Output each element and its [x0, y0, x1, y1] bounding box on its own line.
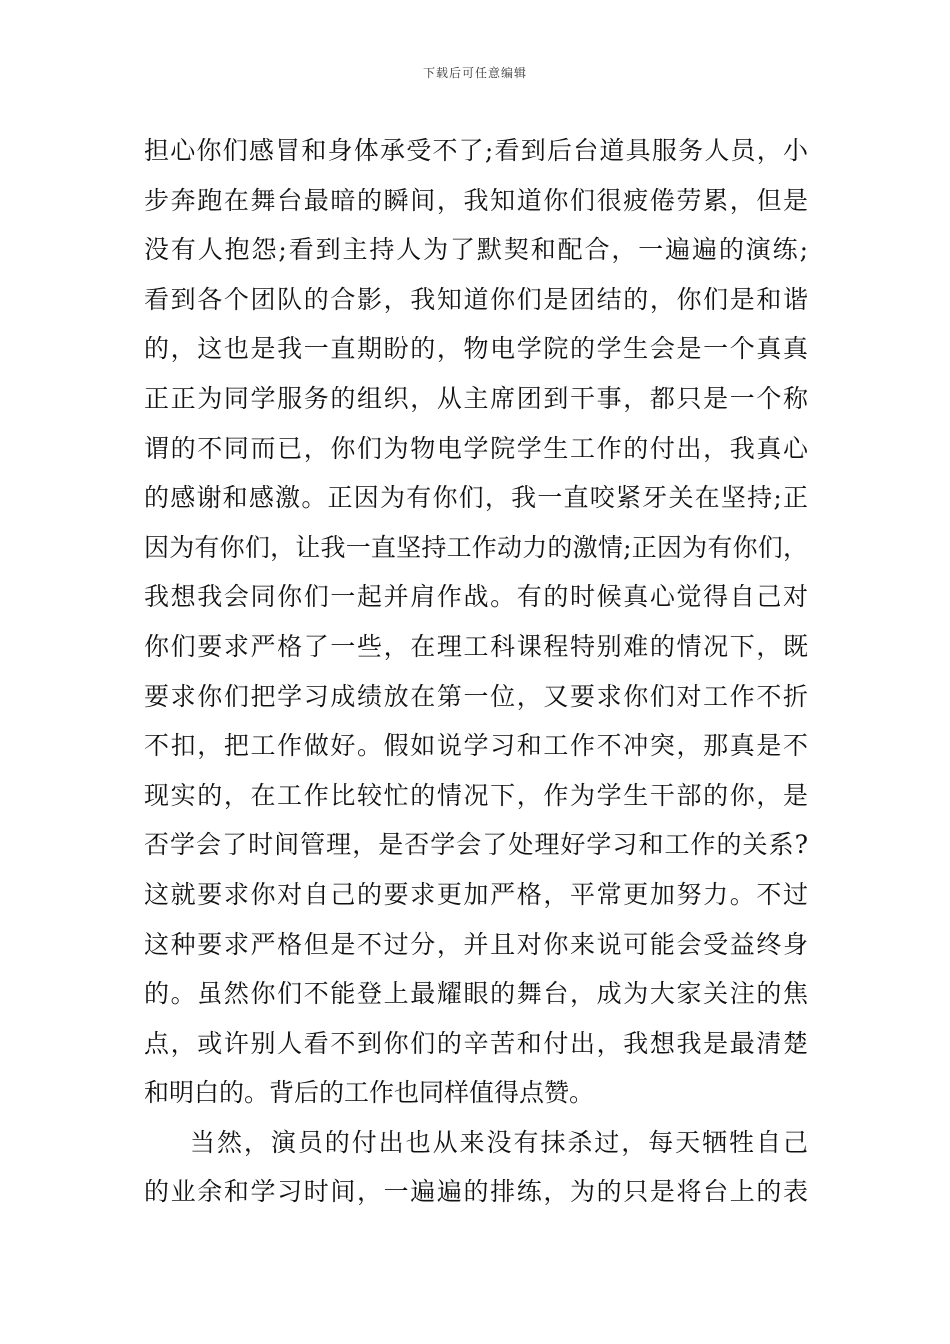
paragraph-1 — [144, 126, 808, 1118]
text-line: 的业余和学习时间，一遍遍的排练，为的只是将台上的表 — [144, 1177, 808, 1207]
text-line: 你们要求严格了一些，在理工科课程特别难的情况下，既 — [144, 631, 808, 661]
text-line: 要求你们把学习成绩放在第一位，又要求你们对工作不折 — [144, 681, 808, 711]
text-line: 步奔跑在舞台最暗的瞬间，我知道你们很疲倦劳累，但是 — [144, 185, 808, 215]
text-line: 因为有你们，让我一直坚持工作动力的激情;正因为有你们， — [144, 532, 808, 562]
text-line: 当然，演员的付出也从来没有抹杀过，每天牺牲自己 — [190, 1127, 808, 1157]
paragraph-2 — [144, 1118, 808, 1217]
text-line: 谓的不同而已，你们为物电学院学生工作的付出，我真心 — [144, 433, 808, 463]
text-line: 正正为同学服务的组织，从主席团到干事，都只是一个称 — [144, 383, 808, 413]
text-line: 和明白的。背后的工作也同样值得点赞。 — [144, 1078, 595, 1108]
text-line: 的。虽然你们不能登上最耀眼的舞台，成为大家关注的焦 — [144, 979, 808, 1009]
text-line: 的感谢和感激。正因为有你们，我一直咬紧牙关在坚持;正 — [144, 483, 808, 513]
text-line: 担心你们感冒和身体承受不了;看到后台道具服务人员，小 — [144, 136, 808, 165]
text-line: 点，或许别人看不到你们的辛苦和付出，我想我是最清楚 — [144, 1028, 808, 1058]
text-line: 我想我会同你们一起并肩作战。有的时候真心觉得自己对 — [144, 582, 808, 612]
text-line: 没有人抱怨;看到主持人为了默契和配合，一遍遍的演练; — [144, 235, 808, 265]
text-line: 这就要求你对自己的要求更加严格，平常更加努力。不过 — [144, 879, 808, 909]
body-text — [144, 126, 808, 1217]
page-header: 下载后可任意编辑 — [422, 66, 527, 80]
text-line: 看到各个团队的合影，我知道你们是团结的，你们是和谐 — [144, 284, 808, 314]
text-line: 否学会了时间管理，是否学会了处理好学习和工作的关系? — [144, 830, 808, 860]
text-line: 的，这也是我一直期盼的，物电学院的学生会是一个真真 — [144, 334, 808, 364]
text-line: 这种要求严格但是不过分，并且对你来说可能会受益终身 — [144, 929, 808, 959]
text-line: 不扣，把工作做好。假如说学习和工作不冲突，那真是不 — [144, 731, 808, 761]
text-line: 现实的，在工作比较忙的情况下，作为学生干部的你，是 — [144, 780, 808, 810]
